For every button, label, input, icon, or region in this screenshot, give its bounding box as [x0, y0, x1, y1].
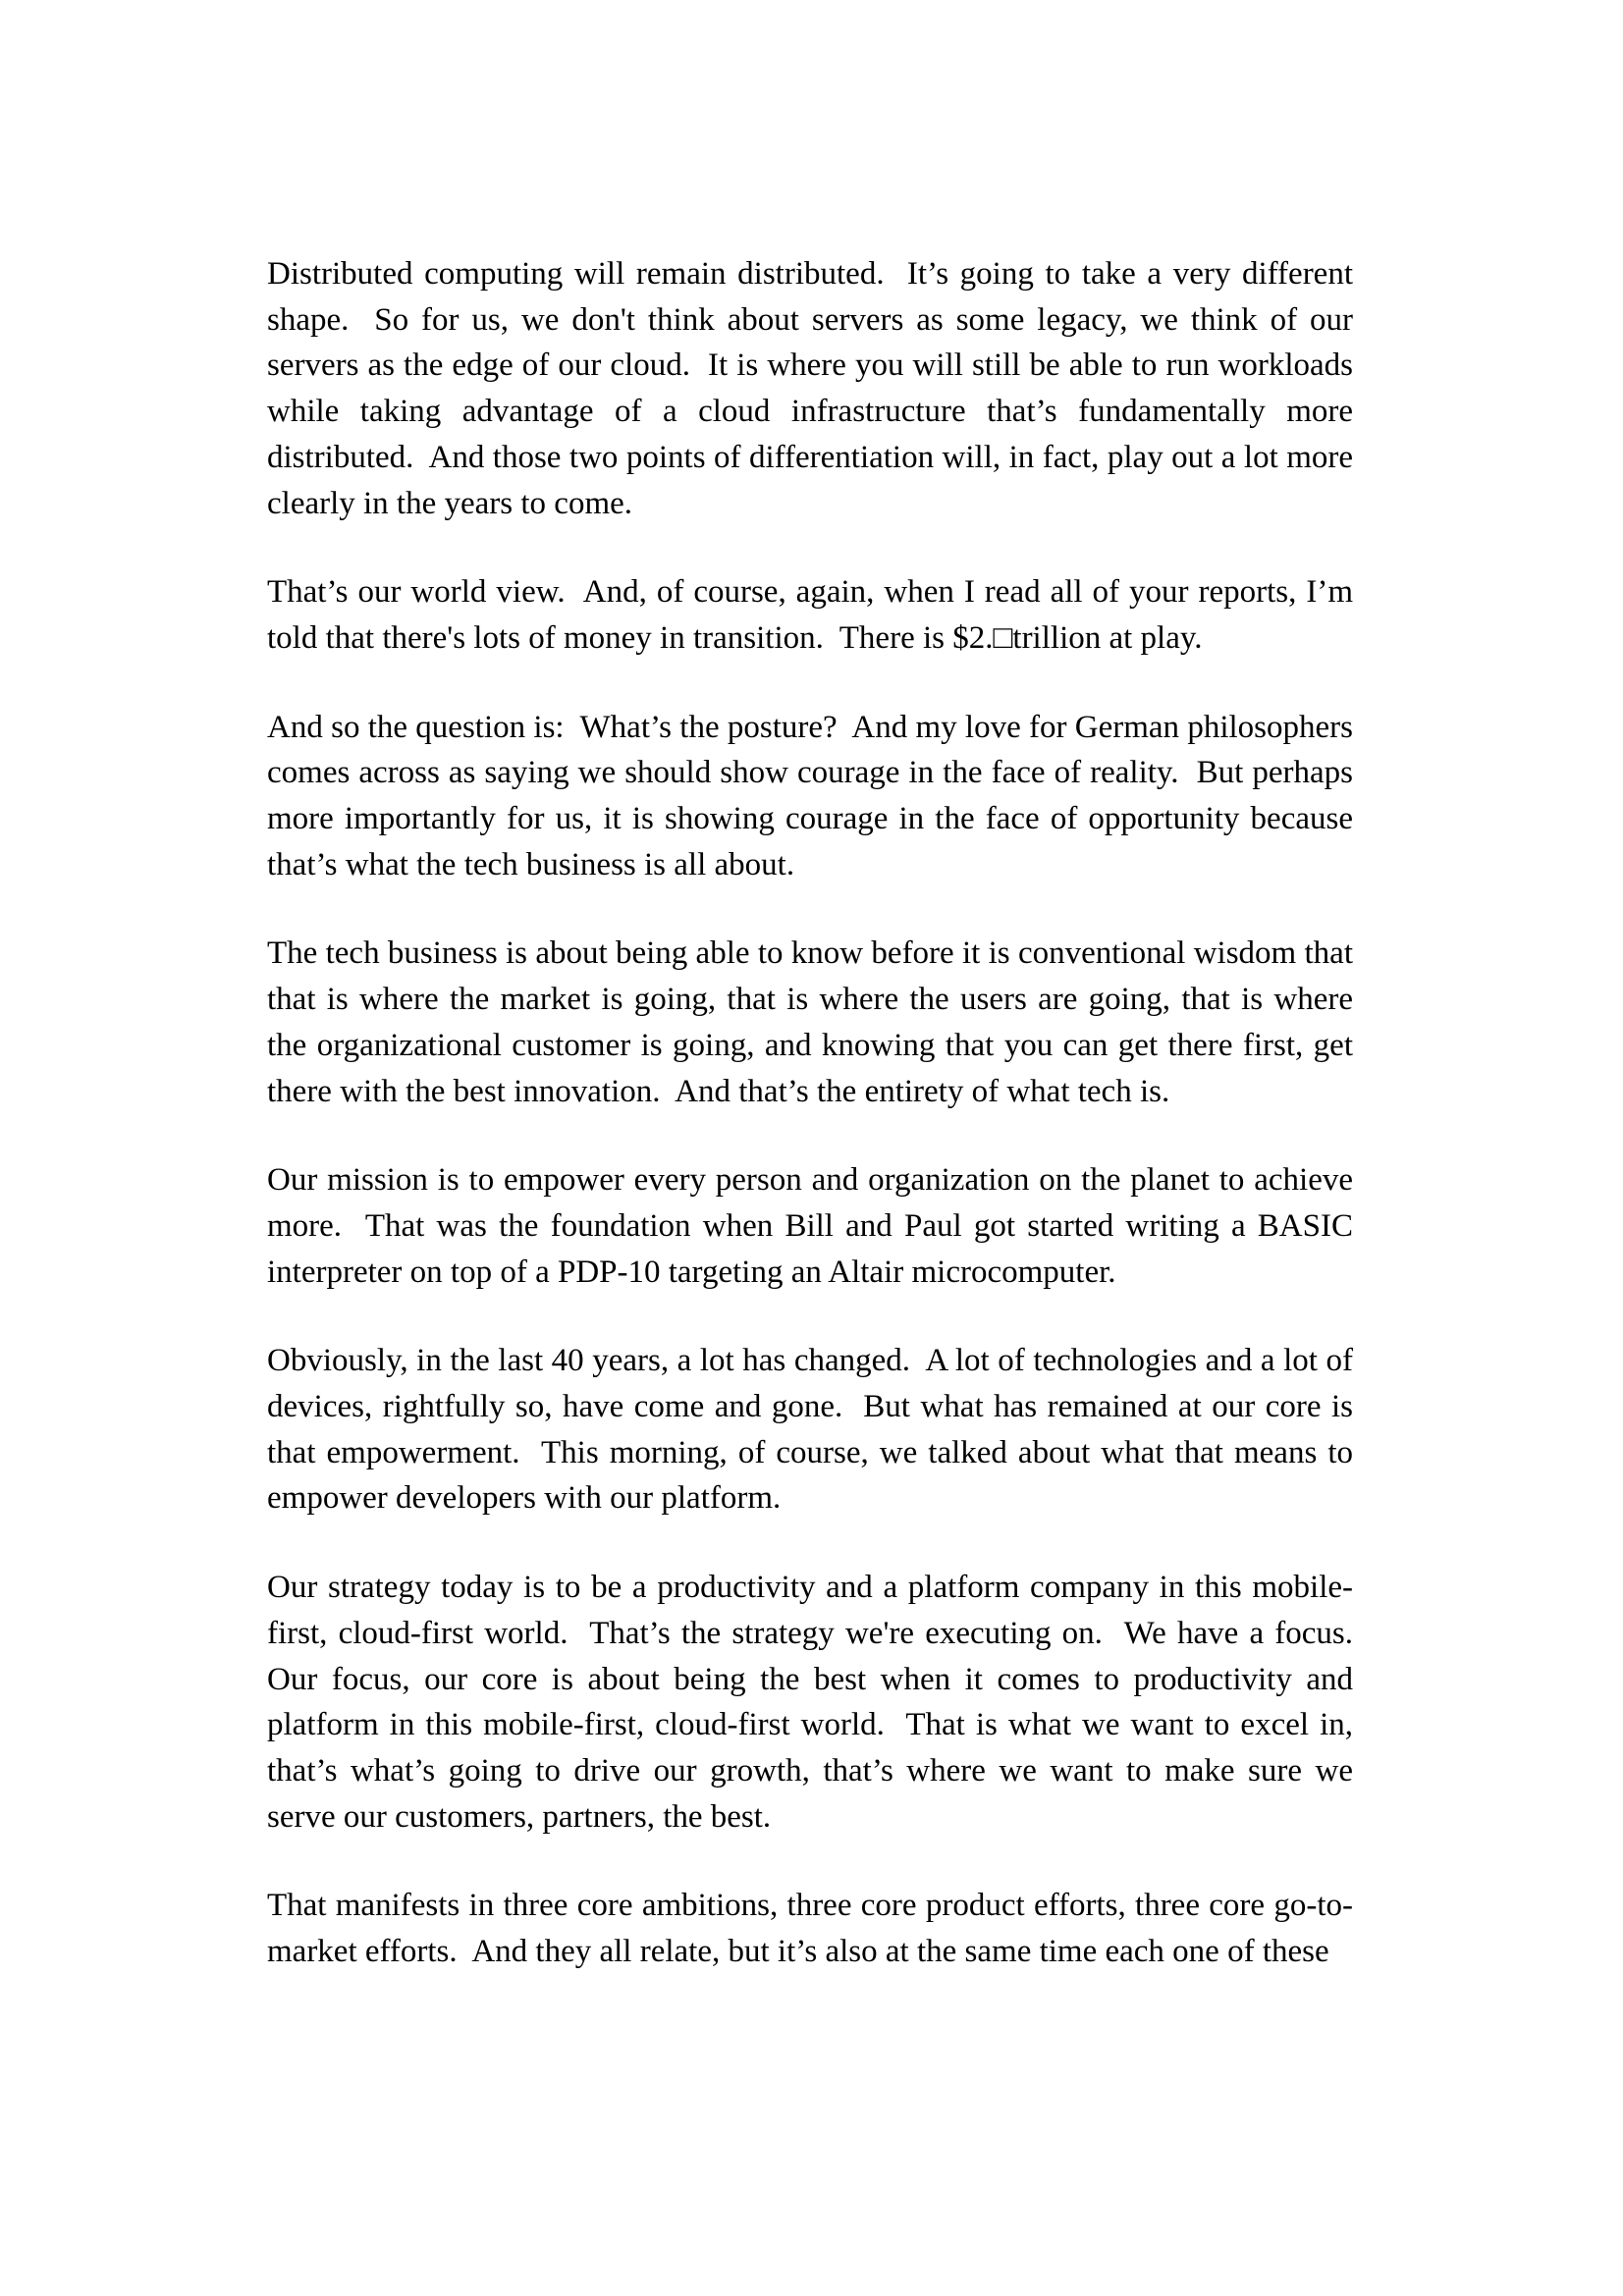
- paragraph-5: Our mission is to empower every person and organization on the planet to achieve more. That was the foundation when Bill and Paul got started writing a BASIC interpreter on top of a PDP-10 targeting an Altair microcomputer.: [267, 1162, 1362, 1290]
- text-block: [267, 251, 1370, 1975]
- paragraph-1: Distributed computing will remain distributed. It’s going to take a very different shape. So for us, we don't think about servers as some legacy, we think of our servers as the edge of our cloud. It is where you will still be able to run workloads while taking advantage of a cloud infrastructure that’s fundamentally more distributed. And those two points of differentiation will, in fact, play out a lot more clearly in the years to come.: [267, 256, 1362, 521]
- paragraph-7: Our strategy today is to be a productivity and a platform company in this mobile-first, cloud-first world. That’s the strategy we're executing on. We have a focus. Our focus, our core is about being the best when it comes to productivity and platform in this mobile-first, cloud-first world. That is what we want to excel in, that’s what’s going to drive our growth, that’s where we want to make sure we serve our customers, partners, the best.: [267, 1570, 1370, 1835]
- paragraph-4: The tech business is about being able to know before it is conventional wisdom that that is where the market is going, that is where the users are going, that is where the organizational customer is going, and knowing that you can get there first, get there with the best innovation. And that’s the entirety of what tech is.: [267, 935, 1362, 1109]
- paragraph-8: That manifests in three core ambitions, three core product efforts, three core go-to-market efforts. And they all relate, but it’s also at the same time each one of these: [267, 1888, 1353, 1970]
- paragraph-2: That’s our world view. And, of course, again, when I read all of your reports, I’m told that there's lots of money in transition. There is $2.□trillion at play.: [267, 574, 1362, 656]
- paragraph-3: And so the question is: What’s the posture? And my love for German philosophers comes across as saying we should show courage in the face of reality. But perhaps more importantly for us, it is showing courage in the face of opportunity because that’s what the tech business is all about.: [267, 709, 1362, 882]
- paragraph-6: Obviously, in the last 40 years, a lot has changed. A lot of technologies and a lot of devices, rightfully so, have come and gone. But what has remained at our core is that empowerment. This morning, of course, we talked about what that means to empower developers with our platform.: [267, 1343, 1362, 1517]
